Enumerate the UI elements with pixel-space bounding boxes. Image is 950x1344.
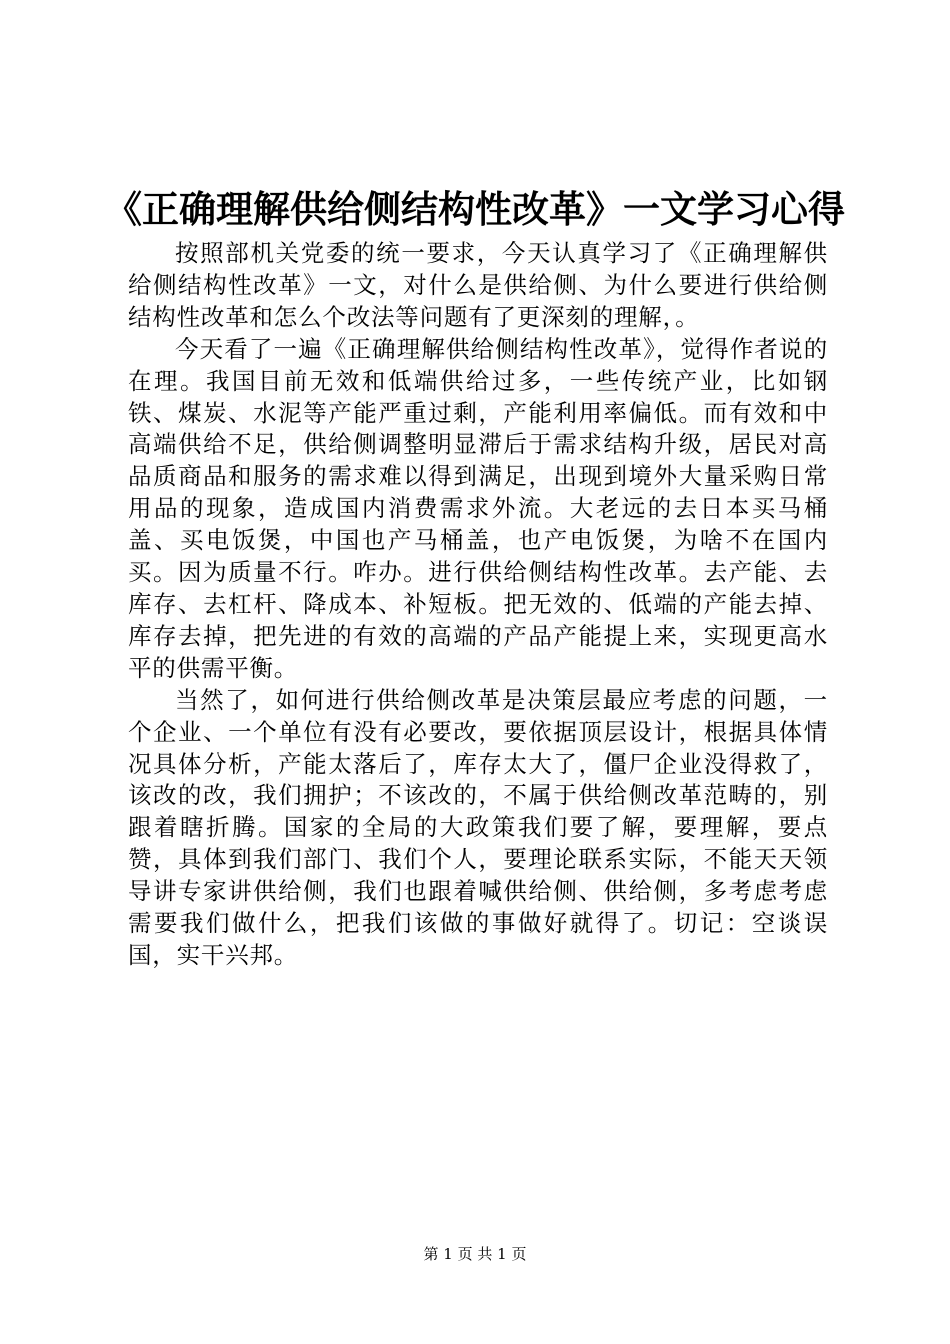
paragraph-1: 按照部机关党委的统一要求，今天认真学习了《正确理解供给侧结构性改革》一文，对什么是供给侧、为什么要进行供给侧结构性改革和怎么个改法等问题有了更深刻的理解，。 — [128, 239, 828, 331]
paragraph-2: 今天看了一遍《正确理解供给侧结构性改革》，觉得作者说的在理。我国目前无效和低端供给过多，一些传统产业，比如钢铁、煤炭、水泥等产能严重过剩，产能利用率偏低。而有效和中高端供给不足，供给侧调整明显滞后于需求结构升级，居民对高品质商品和服务的需求难以得到满足，出现到境外大量采购日常用品的现象，造成国内消费需求外流。大老远的去日本买马桶盖、买电饭煲，中国也产马桶盖，也产电饭煲，为啥不在国内买。因为质量不行。咋办。进行供给侧结构性改革。去产能、去库存、去杠杆、降成本、补短板。把无效的、低端的产能去掉、库存去掉，把先进的有效的高端的产品产能提上来，实现更高水平的供需平衡。 — [128, 334, 828, 682]
document-title: 《正确理解供给侧结构性改革》一文学习心得 — [105, 187, 845, 231]
document-body — [128, 238, 828, 972]
page-number-footer: 第 1 页 共 1 页 — [423, 1245, 527, 1263]
paragraph-3: 当然了，如何进行供给侧改革是决策层最应考虑的问题，一个企业、一个单位有没有必要改，要依据顶层设计，根据具体情况具体分析，产能太落后了，库存太大了，僵尸企业没得救了，该改的改，我们拥护；不该改的，不属于供给侧改革范畴的，别跟着瞎折腾。国家的全局的大政策我们要了解，要理解，要点赞，具体到我们部门、我们个人，要理论联系实际，不能天天领导讲专家讲供给侧，我们也跟着喊供给侧、供给侧，多考虑考虑需要我们做什么，把我们该做的事做好就得了。切记：空谈误国，实干兴邦。 — [128, 685, 828, 969]
